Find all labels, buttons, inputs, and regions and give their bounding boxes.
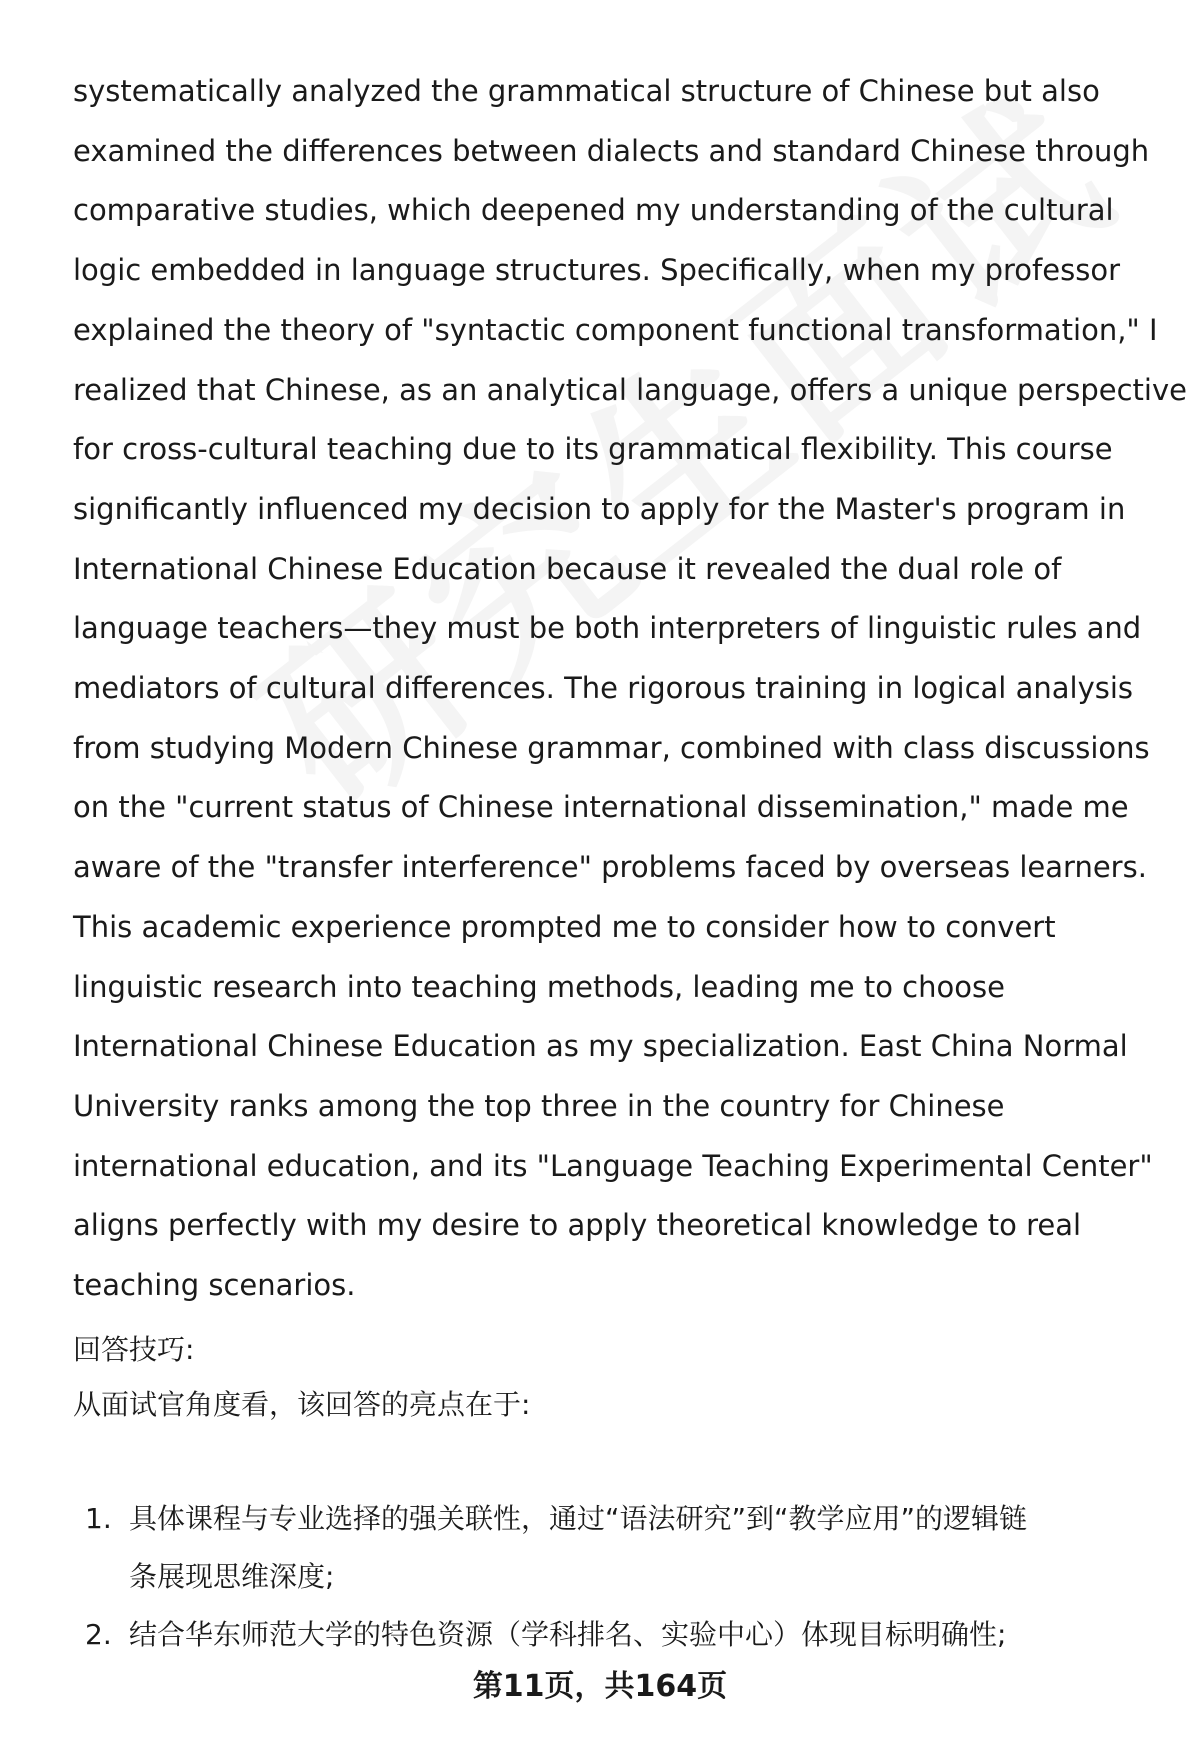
body-line: language teachers—they must be both interpreters of linguistic rules and <box>73 611 1142 646</box>
body-line: realized that Chinese, as an analytical language, offers a unique perspective <box>73 372 1187 407</box>
body-line: significantly influenced my decision to apply for the Master's program in <box>73 491 1126 526</box>
list-number: 1. <box>85 1502 112 1535</box>
body-line: explained the theory of "syntactic component functional transformation," I <box>73 312 1158 347</box>
body-paragraph <box>73 62 1187 1316</box>
body-line: aware of the "transfer interference" problems faced by overseas learners. <box>73 850 1147 885</box>
tips-list-item <box>73 1490 1153 1606</box>
tips-heading: 回答技巧: <box>73 1333 195 1366</box>
body-line: mediators of cultural differences. The rigorous training in logical analysis <box>73 671 1134 706</box>
body-line: logic embedded in language structures. Specifically, when my professor <box>73 253 1120 288</box>
body-line: international education, and its "Language Teaching Experimental Center" <box>73 1148 1153 1183</box>
tips-list <box>73 1490 1153 1664</box>
body-line: systematically analyzed the grammatical structure of Chinese but also <box>73 74 1100 108</box>
body-line: from studying Modern Chinese grammar, combined with class discussions <box>73 730 1150 765</box>
page-number-footer: 第11页，共164页 <box>472 1669 728 1704</box>
list-number: 2. <box>85 1618 112 1651</box>
list-item-line: 结合华东师范大学的特色资源（学科排名、实验中心）体现目标明确性; <box>129 1618 1007 1651</box>
tips-list-item <box>73 1606 1153 1664</box>
body-line: for cross-cultural teaching due to its grammatical flexibility. This course <box>73 432 1113 467</box>
body-line: International Chinese Education as my specialization. East China Normal <box>73 1029 1128 1064</box>
body-line: comparative studies, which deepened my understanding of the cultural <box>73 193 1114 228</box>
body-line: International Chinese Education because it revealed the dual role of <box>73 551 1062 586</box>
tips-intro: 从面试官角度看，该回答的亮点在于: <box>73 1388 531 1421</box>
body-line: This academic experience prompted me to consider how to convert <box>73 909 1056 944</box>
list-item-line: 条展现思维深度; <box>129 1560 335 1593</box>
body-line: University ranks among the top three in the country for Chinese <box>73 1088 1005 1123</box>
body-line: on the "current status of Chinese international dissemination," made me <box>73 790 1129 825</box>
body-line: aligns perfectly with my desire to apply theoretical knowledge to real <box>73 1208 1082 1243</box>
body-line: teaching scenarios. <box>73 1268 356 1303</box>
list-item-line: 具体课程与专业选择的强关联性，通过“语法研究”到“教学应用”的逻辑链 <box>129 1502 1028 1535</box>
body-line: examined the differences between dialects and standard Chinese through <box>73 133 1150 168</box>
body-line: linguistic research into teaching methods, leading me to choose <box>73 969 1005 1004</box>
